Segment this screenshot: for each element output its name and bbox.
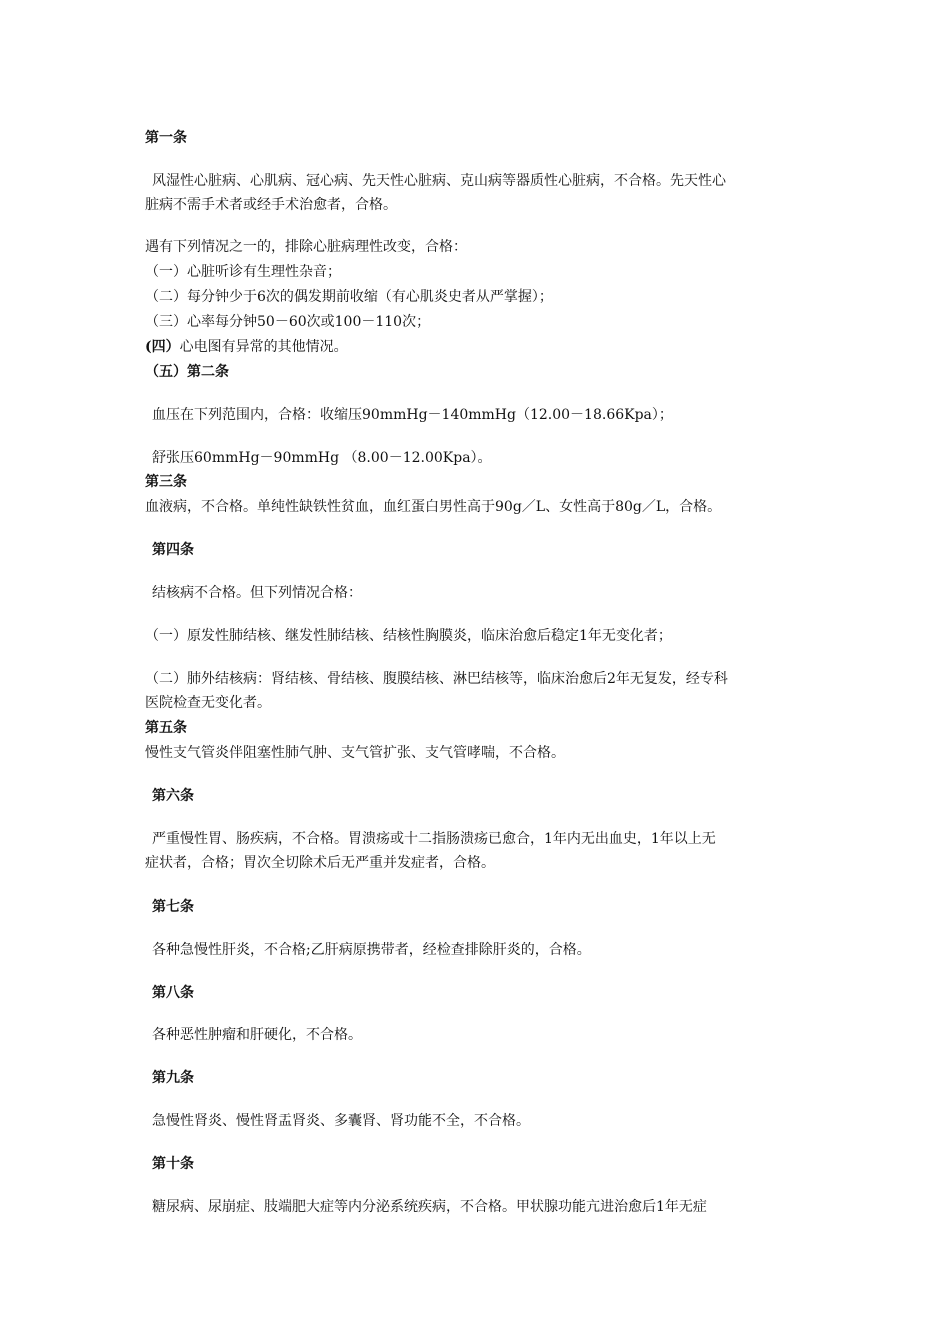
article-10-paragraph-line-1: 糖尿病、尿崩症、肢端肥大症等内分泌系统疾病，不合格。甲状腺功能亢进治愈后1年无症 <box>152 1199 707 1215</box>
article-4-item-2-line-2: 医院检查无变化者。 <box>145 695 271 711</box>
article-2-paragraph-2: 舒张压60mmHg－90mmHg （8.00－12.00Kpa）。 <box>152 450 492 466</box>
article-3-title: 第三条 <box>145 474 187 490</box>
article-3-paragraph: 血液病，不合格。单纯性缺铁性贫血，血红蛋白男性高于90g／L、女性高于80g／L，合格。 <box>145 499 722 515</box>
article-7-paragraph: 各种急慢性肝炎，不合格;乙肝病原携带者，经检查排除肝炎的，合格。 <box>152 942 591 958</box>
article-6-paragraph-line-2: 症状者，合格；胃次全切除术后无严重并发症者，合格。 <box>145 855 495 871</box>
article-1-item-4 <box>145 337 815 357</box>
article-8-paragraph: 各种恶性肿瘤和肝硬化，不合格。 <box>152 1027 362 1043</box>
article-9-title: 第九条 <box>152 1070 194 1086</box>
article-1-paragraph-line-1: 风湿性心脏病、心肌病、冠心病、先天性心脏病、克山病等器质性心脏病，不合格。先天性心 <box>152 173 726 189</box>
article-5-paragraph: 慢性支气管炎伴阻塞性肺气肿、支气管扩张、支气管哮喘，不合格。 <box>145 745 565 761</box>
article-6-title: 第六条 <box>152 788 194 804</box>
article-8-title: 第八条 <box>152 985 194 1001</box>
article-2-paragraph-1: 血压在下列范围内，合格：收缩压90mmHg－140mmHg（12.00－18.66Kpa）； <box>152 407 673 423</box>
article-1-item-2: （二）每分钟少于6次的偶发期前收缩（有心肌炎史者从严掌握）； <box>145 289 553 305</box>
article-4-title: 第四条 <box>152 542 194 558</box>
article-1-item-4-prefix: (四） <box>145 339 180 355</box>
article-4-paragraph: 结核病不合格。但下列情况合格： <box>152 585 362 601</box>
article-1-title: 第一条 <box>145 130 187 146</box>
article-5-title: 第五条 <box>145 720 187 736</box>
article-1-item-3: （三）心率每分钟50－60次或100－110次； <box>145 314 431 330</box>
article-4-item-2-line-1: （二）肺外结核病：肾结核、骨结核、腹膜结核、淋巴结核等，临床治愈后2年无复发，经专科 <box>145 671 728 687</box>
article-1-conditions-intro: 遇有下列情况之一的，排除心脏病理性改变，合格： <box>145 239 467 255</box>
article-6-paragraph-line-1: 严重慢性胃、肠疾病，不合格。胃溃疡或十二指肠溃疡已愈合，1年内无出血史，1年以上无 <box>152 831 716 847</box>
article-4-item-1: （一）原发性肺结核、继发性肺结核、结核性胸膜炎，临床治愈后稳定1年无变化者； <box>145 628 672 644</box>
article-9-paragraph: 急慢性肾炎、慢性肾盂肾炎、多囊肾、肾功能不全，不合格。 <box>152 1113 530 1129</box>
article-10-title: 第十条 <box>152 1156 194 1172</box>
article-1-paragraph-line-2: 脏病不需手术者或经手术治愈者，合格。 <box>145 197 397 213</box>
article-2-title: （五）第二条 <box>145 364 229 380</box>
article-7-title: 第七条 <box>152 899 194 915</box>
article-1-item-4-text: 心电图有异常的其他情况。 <box>179 339 348 355</box>
article-1-item-1: （一）心脏听诊有生理性杂音； <box>145 264 341 280</box>
